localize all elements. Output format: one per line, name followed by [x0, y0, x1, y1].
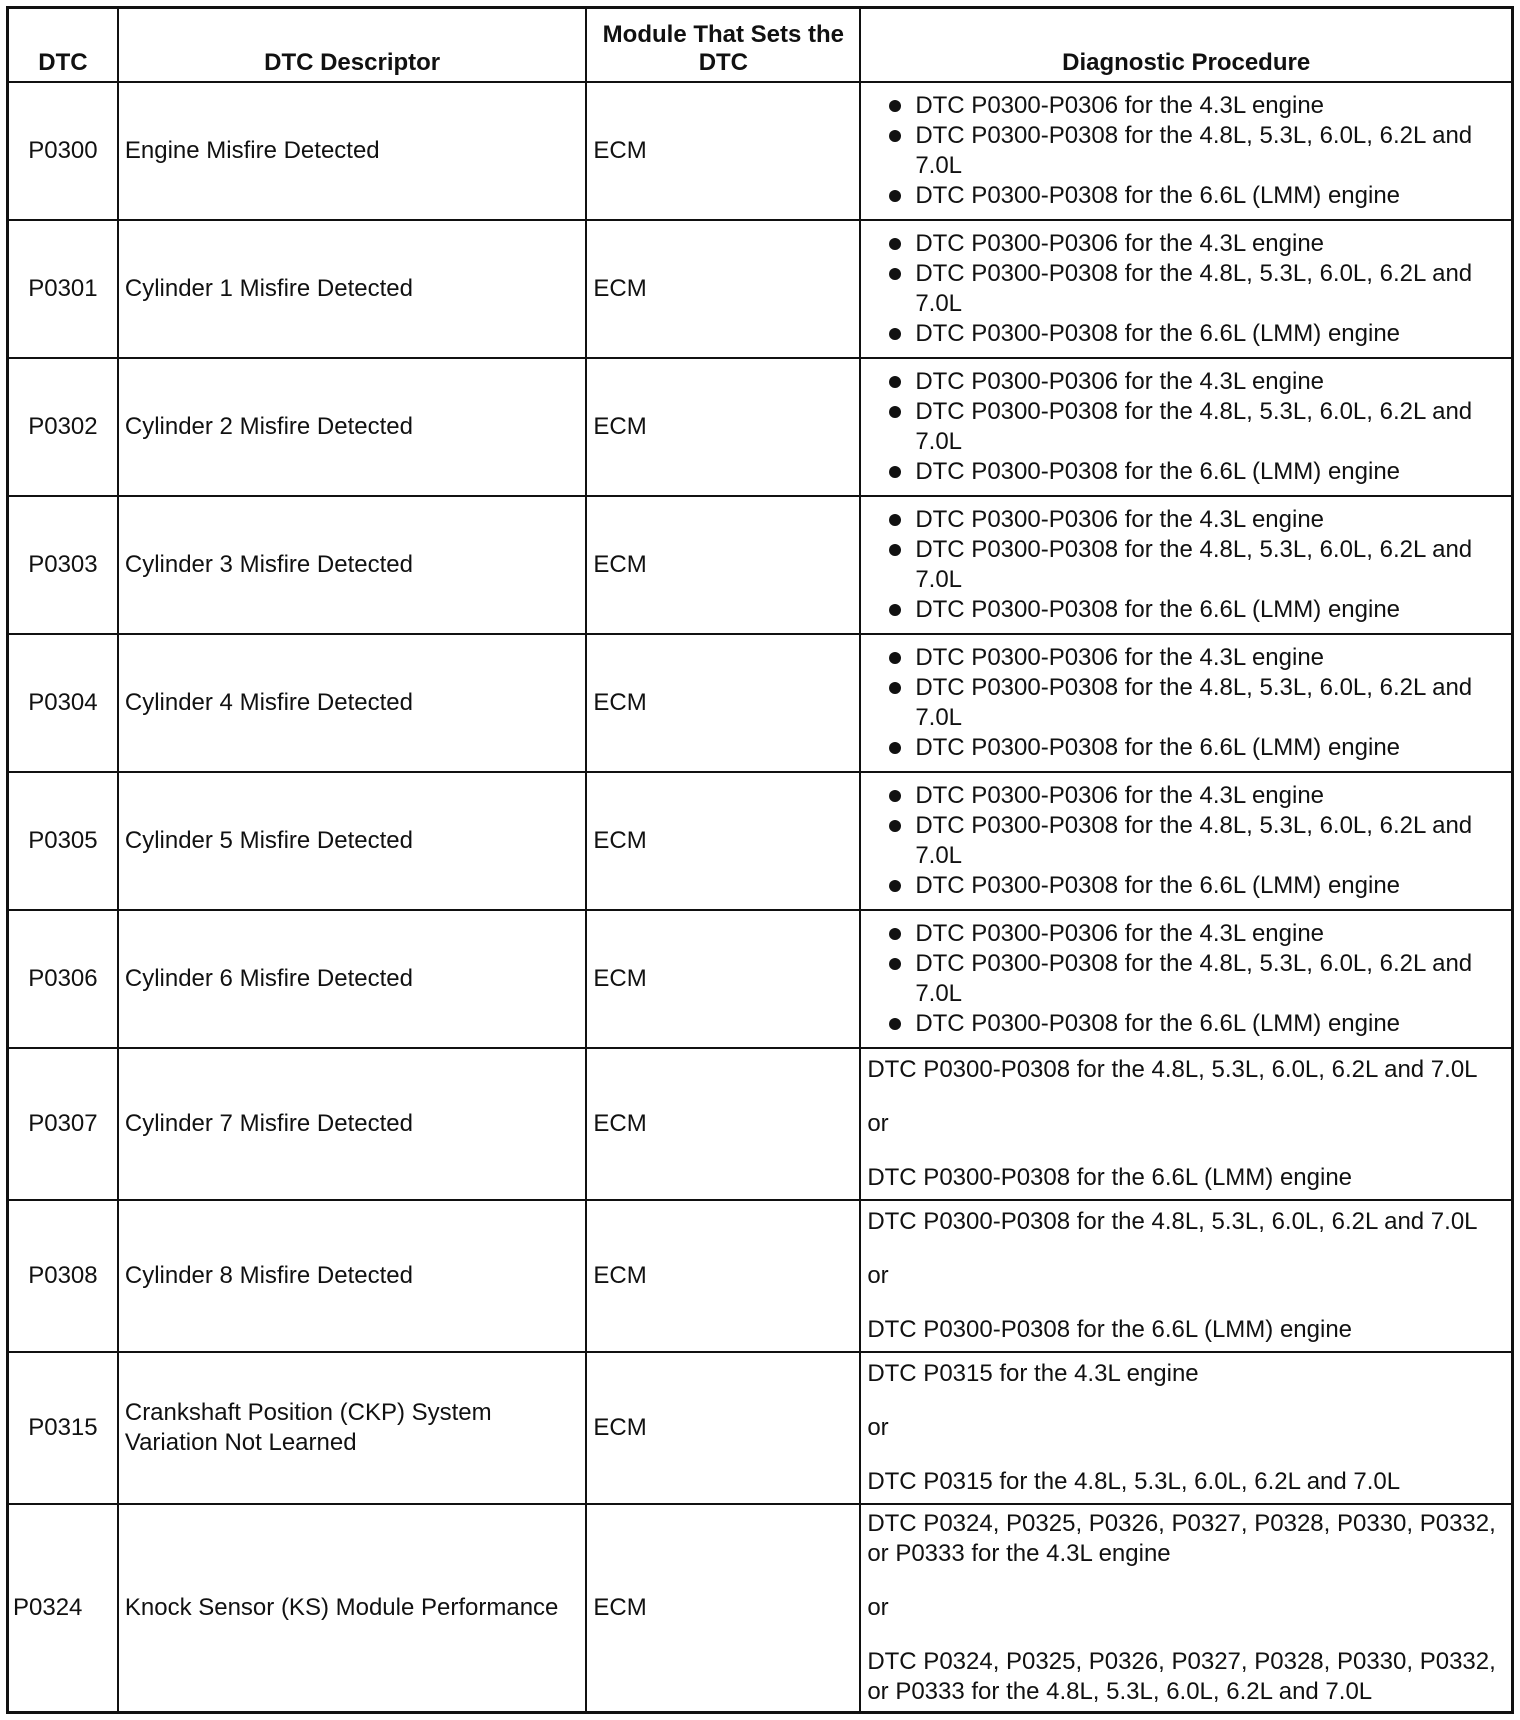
diagnostic-procedure [860, 358, 1512, 496]
bullet-icon [889, 268, 901, 280]
bullet-icon [889, 514, 901, 526]
procedure-list [867, 643, 1505, 763]
procedure-line: DTC P0300-P0308 for the 4.8L, 5.3L, 6.0L, 6.2L and 7.0L [867, 1208, 1478, 1235]
procedure-item: DTC P0300-P0308 for the 4.8L, 5.3L, 6.0L, 6.2L and 7.0L [867, 121, 1505, 181]
dtc-descriptor: Cylinder 3 Misfire Detected [118, 496, 587, 634]
procedure-line: DTC P0300-P0308 for the 4.8L, 5.3L, 6.0L, 6.2L and 7.0L [867, 1056, 1478, 1083]
diagnostic-procedure [860, 1352, 1512, 1504]
diagnostic-procedure [860, 634, 1512, 772]
procedure-or: or [867, 1110, 889, 1137]
dtc-table [6, 6, 1514, 1714]
dtc-descriptor: Cylinder 1 Misfire Detected [118, 220, 587, 358]
table-row [8, 1352, 1513, 1504]
bullet-icon [889, 466, 901, 478]
bullet-icon [889, 238, 901, 250]
table-row [8, 496, 1513, 634]
procedure-item: DTC P0300-P0306 for the 4.3L engine [867, 367, 1505, 397]
bullet-icon [889, 682, 901, 694]
dtc-descriptor: Knock Sensor (KS) Module Performance [118, 1504, 587, 1713]
table-row [8, 910, 1513, 1048]
dtc-descriptor: Cylinder 4 Misfire Detected [118, 634, 587, 772]
procedure-item: DTC P0300-P0308 for the 6.6L (LMM) engine [867, 457, 1505, 487]
dtc-code: P0307 [8, 1048, 118, 1200]
table-row [8, 358, 1513, 496]
procedure-line: DTC P0324, P0325, P0326, P0327, P0328, P0330, P0332, or P0333 for the 4.8L, 5.3L, 6.0L, 6.2L and 7.0L [867, 1648, 1496, 1705]
table-row [8, 634, 1513, 772]
diagnostic-procedure [860, 1200, 1512, 1352]
procedure-line: DTC P0300-P0308 for the 6.6L (LMM) engine [867, 1164, 1353, 1191]
procedure-item: DTC P0300-P0308 for the 4.8L, 5.3L, 6.0L, 6.2L and 7.0L [867, 397, 1505, 457]
bullet-icon [889, 880, 901, 892]
table-row [8, 1200, 1513, 1352]
procedure-item: DTC P0300-P0308 for the 6.6L (LMM) engine [867, 181, 1505, 211]
dtc-module: ECM [586, 358, 860, 496]
procedure-item: DTC P0300-P0308 for the 4.8L, 5.3L, 6.0L, 6.2L and 7.0L [867, 535, 1505, 595]
procedure-or: or [867, 1262, 889, 1289]
procedure-item: DTC P0300-P0308 for the 4.8L, 5.3L, 6.0L, 6.2L and 7.0L [867, 259, 1505, 319]
procedure-or: or [867, 1594, 889, 1621]
procedure-item: DTC P0300-P0308 for the 4.8L, 5.3L, 6.0L, 6.2L and 7.0L [867, 673, 1505, 733]
bullet-icon [889, 130, 901, 142]
bullet-icon [889, 790, 901, 802]
document-page [6, 6, 1514, 1714]
bullet-icon [889, 406, 901, 418]
dtc-code: P0315 [8, 1352, 118, 1504]
dtc-module: ECM [586, 772, 860, 910]
dtc-module: ECM [586, 1200, 860, 1352]
dtc-code: P0308 [8, 1200, 118, 1352]
dtc-code: P0305 [8, 772, 118, 910]
bullet-icon [889, 958, 901, 970]
dtc-descriptor: Crankshaft Position (CKP) System Variation Not Learned [118, 1352, 587, 1504]
dtc-module: ECM [586, 1048, 860, 1200]
dtc-descriptor: Cylinder 6 Misfire Detected [118, 910, 587, 1048]
dtc-module: ECM [586, 82, 860, 220]
dtc-descriptor: Cylinder 8 Misfire Detected [118, 1200, 587, 1352]
dtc-module: ECM [586, 220, 860, 358]
dtc-code: P0306 [8, 910, 118, 1048]
dtc-code: P0302 [8, 358, 118, 496]
header-module: Module That Sets the DTC [586, 8, 860, 83]
bullet-icon [889, 376, 901, 388]
diagnostic-procedure [860, 496, 1512, 634]
procedure-item: DTC P0300-P0308 for the 4.8L, 5.3L, 6.0L, 6.2L and 7.0L [867, 949, 1505, 1009]
diagnostic-procedure [860, 220, 1512, 358]
diagnostic-procedure [860, 1048, 1512, 1200]
dtc-descriptor: Cylinder 5 Misfire Detected [118, 772, 587, 910]
dtc-code: P0303 [8, 496, 118, 634]
procedure-list [867, 781, 1505, 901]
procedure-or: or [867, 1414, 889, 1441]
procedure-item: DTC P0300-P0308 for the 6.6L (LMM) engine [867, 595, 1505, 625]
table-row [8, 82, 1513, 220]
bullet-icon [889, 544, 901, 556]
procedure-line: DTC P0315 for the 4.8L, 5.3L, 6.0L, 6.2L and 7.0L [867, 1468, 1401, 1495]
bullet-icon [889, 928, 901, 940]
dtc-code: P0300 [8, 82, 118, 220]
procedure-item: DTC P0300-P0306 for the 4.3L engine [867, 919, 1505, 949]
procedure-list [867, 367, 1505, 487]
procedure-item: DTC P0300-P0308 for the 6.6L (LMM) engine [867, 319, 1505, 349]
bullet-icon [889, 820, 901, 832]
procedure-line: DTC P0324, P0325, P0326, P0327, P0328, P0330, P0332, or P0333 for the 4.3L engine [867, 1510, 1496, 1567]
bullet-icon [889, 100, 901, 112]
bullet-icon [889, 604, 901, 616]
diagnostic-procedure [860, 910, 1512, 1048]
procedure-item: DTC P0300-P0308 for the 6.6L (LMM) engine [867, 1009, 1505, 1039]
dtc-code: P0324 [8, 1504, 118, 1713]
bullet-icon [889, 190, 901, 202]
procedure-list [867, 229, 1505, 349]
diagnostic-procedure [860, 1504, 1512, 1713]
header-descriptor: DTC Descriptor [118, 8, 587, 83]
procedure-item: DTC P0300-P0308 for the 4.8L, 5.3L, 6.0L, 6.2L and 7.0L [867, 811, 1505, 871]
table-row [8, 772, 1513, 910]
procedure-line: DTC P0315 for the 4.3L engine [867, 1360, 1199, 1387]
procedure-item: DTC P0300-P0306 for the 4.3L engine [867, 781, 1505, 811]
dtc-module: ECM [586, 910, 860, 1048]
dtc-module: ECM [586, 1504, 860, 1713]
diagnostic-procedure [860, 772, 1512, 910]
bullet-icon [889, 652, 901, 664]
table-row [8, 220, 1513, 358]
dtc-code: P0304 [8, 634, 118, 772]
dtc-module: ECM [586, 496, 860, 634]
header-procedure: Diagnostic Procedure [860, 8, 1512, 83]
dtc-descriptor: Engine Misfire Detected [118, 82, 587, 220]
dtc-descriptor: Cylinder 2 Misfire Detected [118, 358, 587, 496]
procedure-line: DTC P0300-P0308 for the 6.6L (LMM) engine [867, 1316, 1353, 1343]
bullet-icon [889, 1018, 901, 1030]
table-row [8, 1048, 1513, 1200]
bullet-icon [889, 328, 901, 340]
procedure-item: DTC P0300-P0306 for the 4.3L engine [867, 91, 1505, 121]
procedure-list [867, 919, 1505, 1039]
dtc-code: P0301 [8, 220, 118, 358]
diagnostic-procedure [860, 82, 1512, 220]
procedure-item: DTC P0300-P0308 for the 6.6L (LMM) engine [867, 733, 1505, 763]
dtc-module: ECM [586, 1352, 860, 1504]
dtc-descriptor: Cylinder 7 Misfire Detected [118, 1048, 587, 1200]
table-row [8, 1504, 1513, 1713]
procedure-list [867, 505, 1505, 625]
table-header-row [8, 8, 1513, 83]
procedure-list [867, 91, 1505, 211]
dtc-module: ECM [586, 634, 860, 772]
procedure-item: DTC P0300-P0306 for the 4.3L engine [867, 229, 1505, 259]
procedure-item: DTC P0300-P0306 for the 4.3L engine [867, 643, 1505, 673]
bullet-icon [889, 742, 901, 754]
header-dtc: DTC [8, 8, 118, 83]
procedure-item: DTC P0300-P0308 for the 6.6L (LMM) engine [867, 871, 1505, 901]
procedure-item: DTC P0300-P0306 for the 4.3L engine [867, 505, 1505, 535]
